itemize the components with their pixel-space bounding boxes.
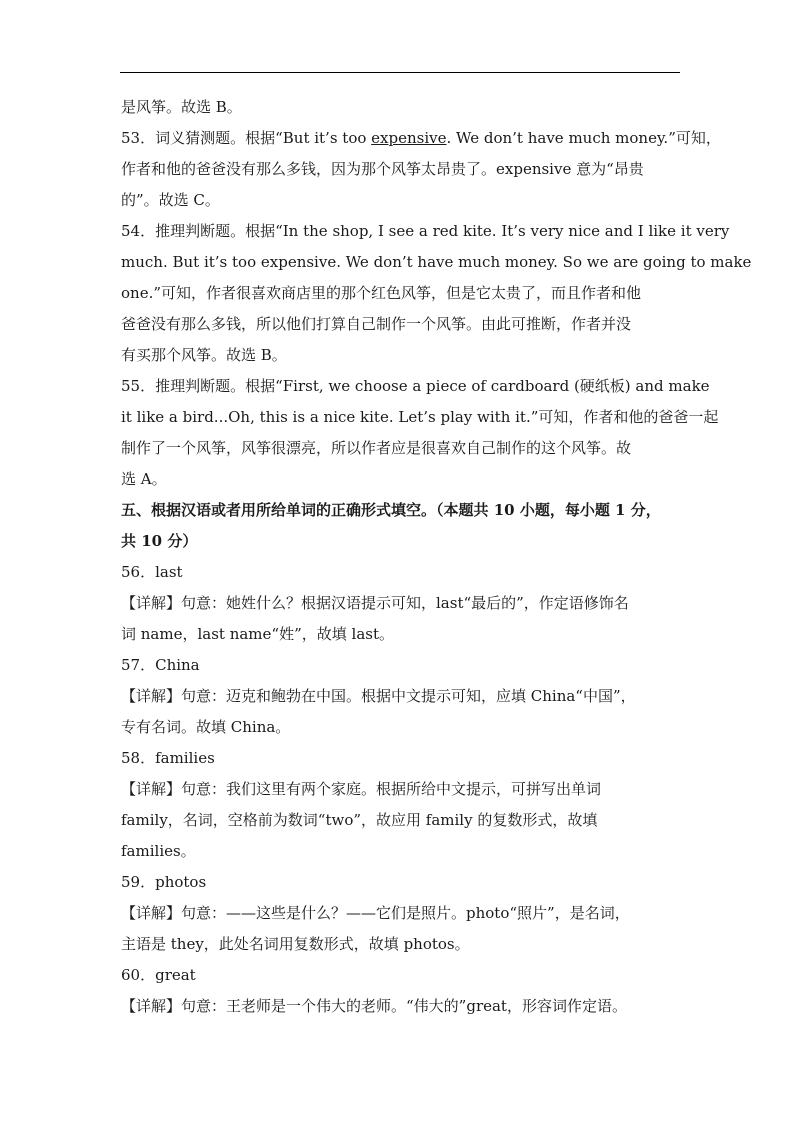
text-line: 爸爸没有那么多钱，所以他们打算自己制作一个风筝。由此可推断，作者并没 (121, 315, 632, 333)
text-line (121, 123, 721, 154)
text-line: 作者和他的爸爸没有那么多钱，因为那个风筝太昂贵了。expensive 意为“昂贵 (121, 160, 644, 178)
text-line: 是风筝。故选 B。 (121, 98, 242, 116)
section-heading: 五、根据汉语或者用所给单词的正确形式填空。（本题共 10 小题，每小题 1 分， (121, 501, 661, 519)
text-line: 54．推理判断题。根据“In the shop, I see a red kite. It’s very nice and I like it very (121, 222, 730, 240)
text-line: 主语是 they，此处名词用复数形式，故填 photos。 (121, 935, 470, 953)
text-line: 【详解】句意：我们这里有两个家庭。根据所给中文提示，可拼写出单词 (121, 780, 602, 798)
answer-item: 60．great (121, 966, 196, 984)
text-line: 55．推理判断题。根据“First, we choose a piece of cardboard (硬纸板) and make (121, 377, 710, 395)
answer-item: 57．China (121, 656, 200, 674)
underlined-word: expensive (371, 129, 447, 147)
text-segment: . We don’t have much money.”可知， (446, 129, 721, 147)
text-line: 【详解】句意：王老师是一个伟大的老师。“伟大的”great，形容词作定语。 (121, 997, 627, 1015)
text-line: families。 (121, 842, 196, 860)
text-line: 有买那个风筝。故选 B。 (121, 346, 287, 364)
text-line: one.”可知，作者很喜欢商店里的那个红色风筝，但是它太贵了，而且作者和他 (121, 284, 642, 302)
text-line: family，名词，空格前为数词“two”，故应用 family 的复数形式，故填 (121, 811, 598, 829)
text-line: 【详解】句意：迈克和鲍勃在中国。根据中文提示可知，应填 China“中国”， (121, 687, 636, 705)
text-segment: 53．词义猜测题。根据“But it’s too (121, 129, 372, 147)
answer-text (121, 92, 752, 1022)
text-line: 【详解】句意：她姓什么？根据汉语提示可知，last“最后的”，作定语修饰名 (121, 594, 629, 612)
text-line: 的”。故选 C。 (121, 191, 220, 209)
text-line: 选 A。 (121, 470, 167, 488)
answer-item: 58．families (121, 749, 215, 767)
text-line: it like a bird...Oh, this is a nice kite. Let’s play with it.”可知，作者和他的爸爸一起 (121, 408, 719, 426)
text-line: 词 name，last name“姓”，故填 last。 (121, 625, 394, 643)
answer-item: 56．last (121, 563, 183, 581)
text-line: 制作了一个风筝，风筝很漂亮，所以作者应是很喜欢自己制作的这个风筝。故 (121, 439, 632, 457)
text-line: much. But it’s too expensive. We don’t have much money. So we are going to make (121, 253, 752, 271)
header-rule (120, 72, 680, 73)
section-heading: 共 10 分） (121, 532, 198, 550)
answer-item: 59．photos (121, 873, 207, 891)
text-line: 专有名词。故填 China。 (121, 718, 291, 736)
text-line: 【详解】句意：——这些是什么？——它们是照片。photo“照片”，是名词， (121, 904, 630, 922)
